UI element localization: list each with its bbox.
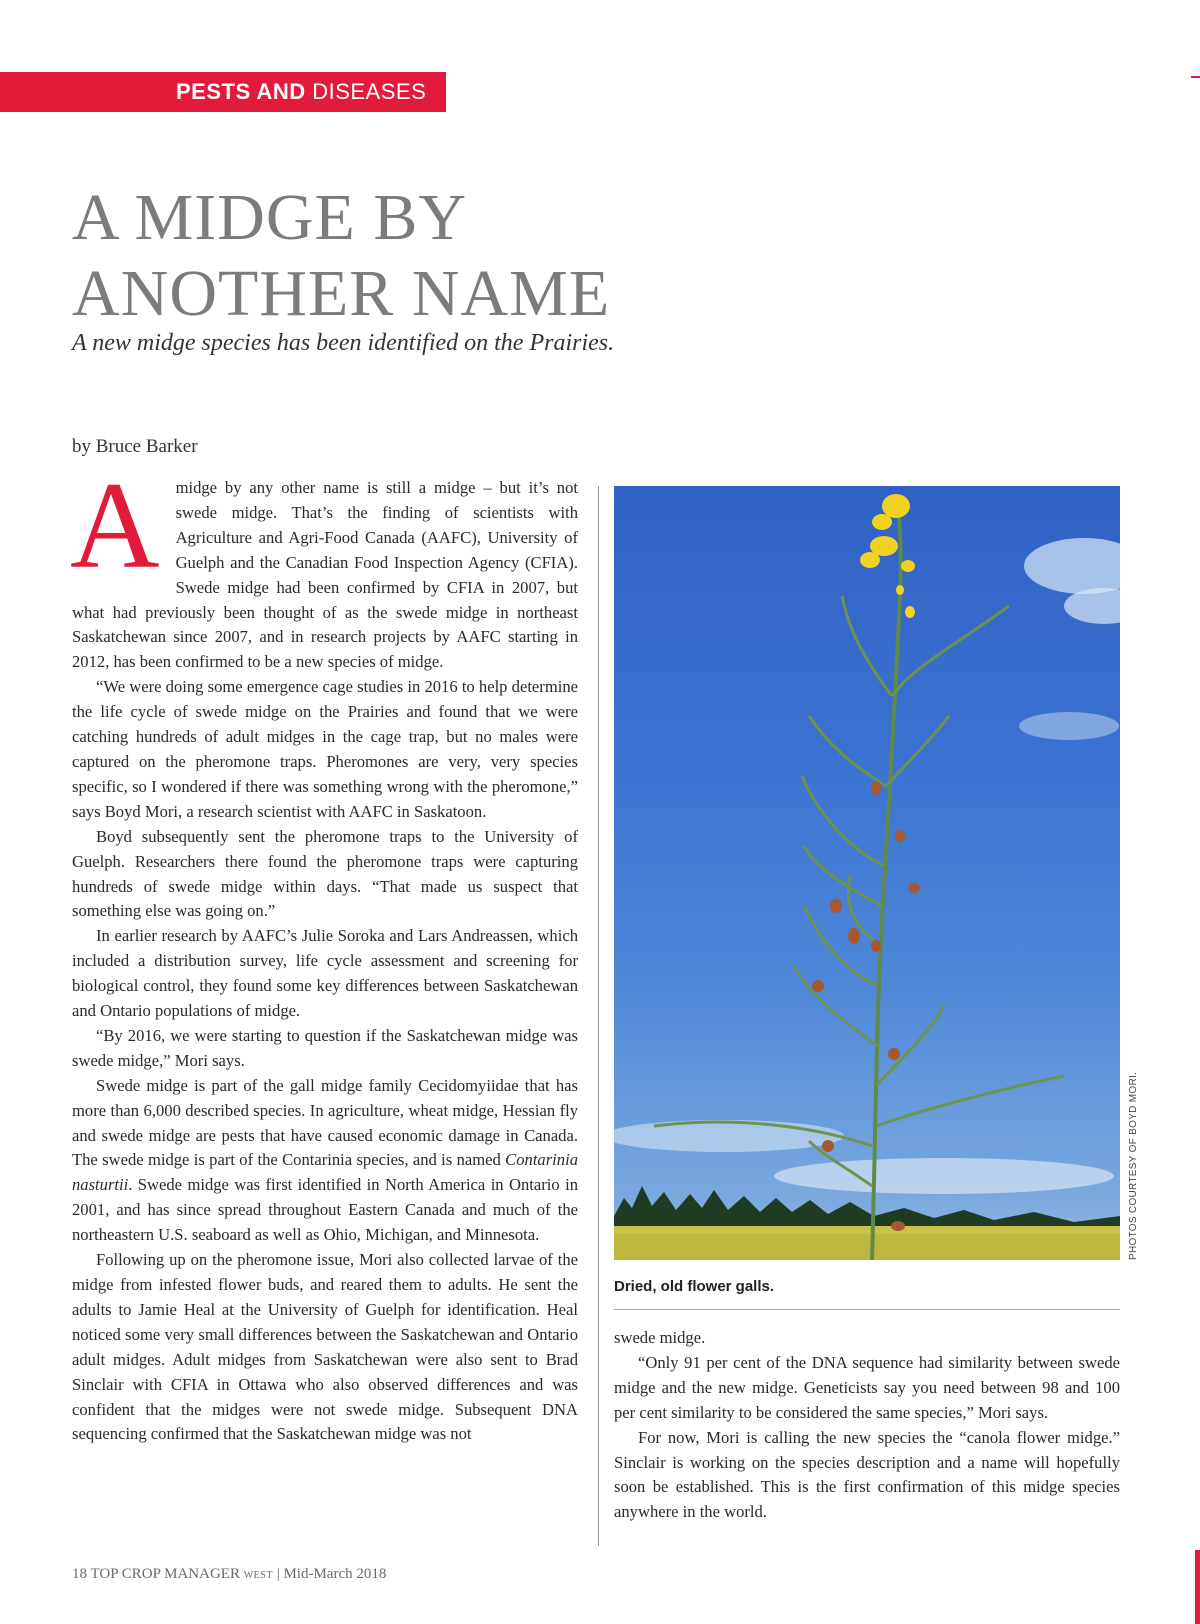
photo-caption: Dried, old flower galls.: [614, 1278, 775, 1295]
section-banner: [0, 72, 446, 112]
title-line-1: A MIDGE BY: [72, 181, 468, 254]
paragraph-9: For now, Mori is calling the new species the “canola flower midge.” Sinclair is working on the species description and a name will hopefully soon be established. This is the first confirmation of this midge species anywhere in the world.: [614, 1427, 1120, 1522]
paragraph-4: In earlier research by AAFC’s Julie Soroka and Lars Andreassen, which included a distribution survey, life cycle assessment and screening for biological control, they found some key differences between Saskatchewan and Ontario populations of midge.: [72, 926, 578, 1021]
paragraph-6-text-a: Swede midge is part of the gall midge family Cecidomyiidae that has more than 6,000 described species. In agriculture, wheat midge, Hessian fly and swede midge are pests that have caused economic damage in Canada. The swede midge is part of the Contarinia species, and is named: [72, 1075, 578, 1170]
paragraph-1: [70, 457, 578, 675]
footer-separator: |: [276, 1566, 280, 1582]
paragraph-7: Following up on the pheromone issue, Mori also collected larvae of the midge from infested flower buds, and reared them to adults. He sent the adults to Jamie Heal at the University of Guelph for identification. Heal noticed some very small differences between the Saskatchewan and Ontario adult midges. Adult midges from Saskatchewan were also sent to Brad Sinclair with CFIA in Ottawa who also observed differences and was confident that the midges were not swede midge. Subsequent DNA sequencing confirmed that the Saskatchewan midge was not: [72, 1250, 578, 1444]
page-footer: [72, 1566, 386, 1583]
paragraph-8: “Only 91 per cent of the DNA sequence had similarity between swede midge and the new midge. Geneticists say you need between 98 and 100 per cent similarity to be considered the same species,” Mori says.: [614, 1352, 1120, 1422]
article-subtitle: A new midge species has been identified on the Prairies.: [72, 330, 615, 356]
magazine-name: TOP CROP MANAGER: [90, 1566, 240, 1582]
drop-cap: A: [70, 457, 160, 594]
photo-illustration: [614, 486, 1120, 1260]
left-column: [70, 457, 578, 1447]
page-number: 18: [72, 1566, 87, 1582]
title-line-2: ANOTHER NAME: [72, 257, 611, 330]
corner-accent-mark: [1191, 76, 1200, 78]
paragraph-6: [72, 1074, 578, 1248]
canola-plant-photo: [614, 486, 1120, 1260]
paragraph-5: “By 2016, we were starting to question if the Saskatchewan midge was swede midge,” Mori says.: [72, 1025, 578, 1070]
issue-date: Mid-March 2018: [283, 1566, 387, 1582]
paragraph-1-text: midge by any other name is still a midge – but it’s not swede midge. That’s the finding of scientists with Agriculture and Agri-Food Canada (AAFC), University of Guelph and the Canadian Food Inspection Agency (CFIA). Swede midge had been confirmed by CFIA in 2007, but what had previously been thought of as the swede midge in northeast Saskatchewan since 2007, and in research projects by AAFC starting in 2012, has been confirmed to be a new species of midge.: [72, 478, 578, 672]
paragraph-6-text-b: . Swede midge was first identified in North America in Ontario in 2001, and has since spread throughout Eastern Canada and much of the northeastern U.S. seaboard as well as Ohio, Michigan, and Minnesota.: [72, 1175, 578, 1245]
byline: by Bruce Barker: [72, 436, 198, 457]
paragraph-continued: swede midge.: [614, 1328, 706, 1347]
photo-credit-text: PHOTOS COURTESY OF BOYD MORI.: [1128, 1071, 1139, 1260]
section-label-light: DISEASES: [305, 79, 427, 104]
species-name: Contarinia nasturtii: [72, 1150, 578, 1195]
article-title: [72, 180, 610, 332]
paragraph-2: “We were doing some emergence cage studies in 2016 to help determine the life cycle of swede midge on the Prairies and found that we were catching hundreds of adult midges in the cage trap, but no males were captured on the pheromone traps. Pheromones are very, very species specific, so I wondered if there was something wrong with the pheromone,” says Boyd Mori, a research scientist with AAFC in Saskatoon.: [72, 677, 578, 821]
column-divider: [598, 486, 599, 1546]
edge-accent-bar: [1195, 1550, 1200, 1624]
right-column: [614, 1326, 1120, 1525]
caption-divider: [614, 1309, 1120, 1310]
magazine-edition: WEST: [243, 1570, 273, 1581]
section-label-bold: PESTS AND: [176, 79, 306, 104]
paragraph-3: Boyd subsequently sent the pheromone traps to the University of Guelph. Researchers there found the pheromone traps were capturing hundreds of swede midge within days. “That made us suspect that something else was going on.”: [72, 826, 578, 921]
